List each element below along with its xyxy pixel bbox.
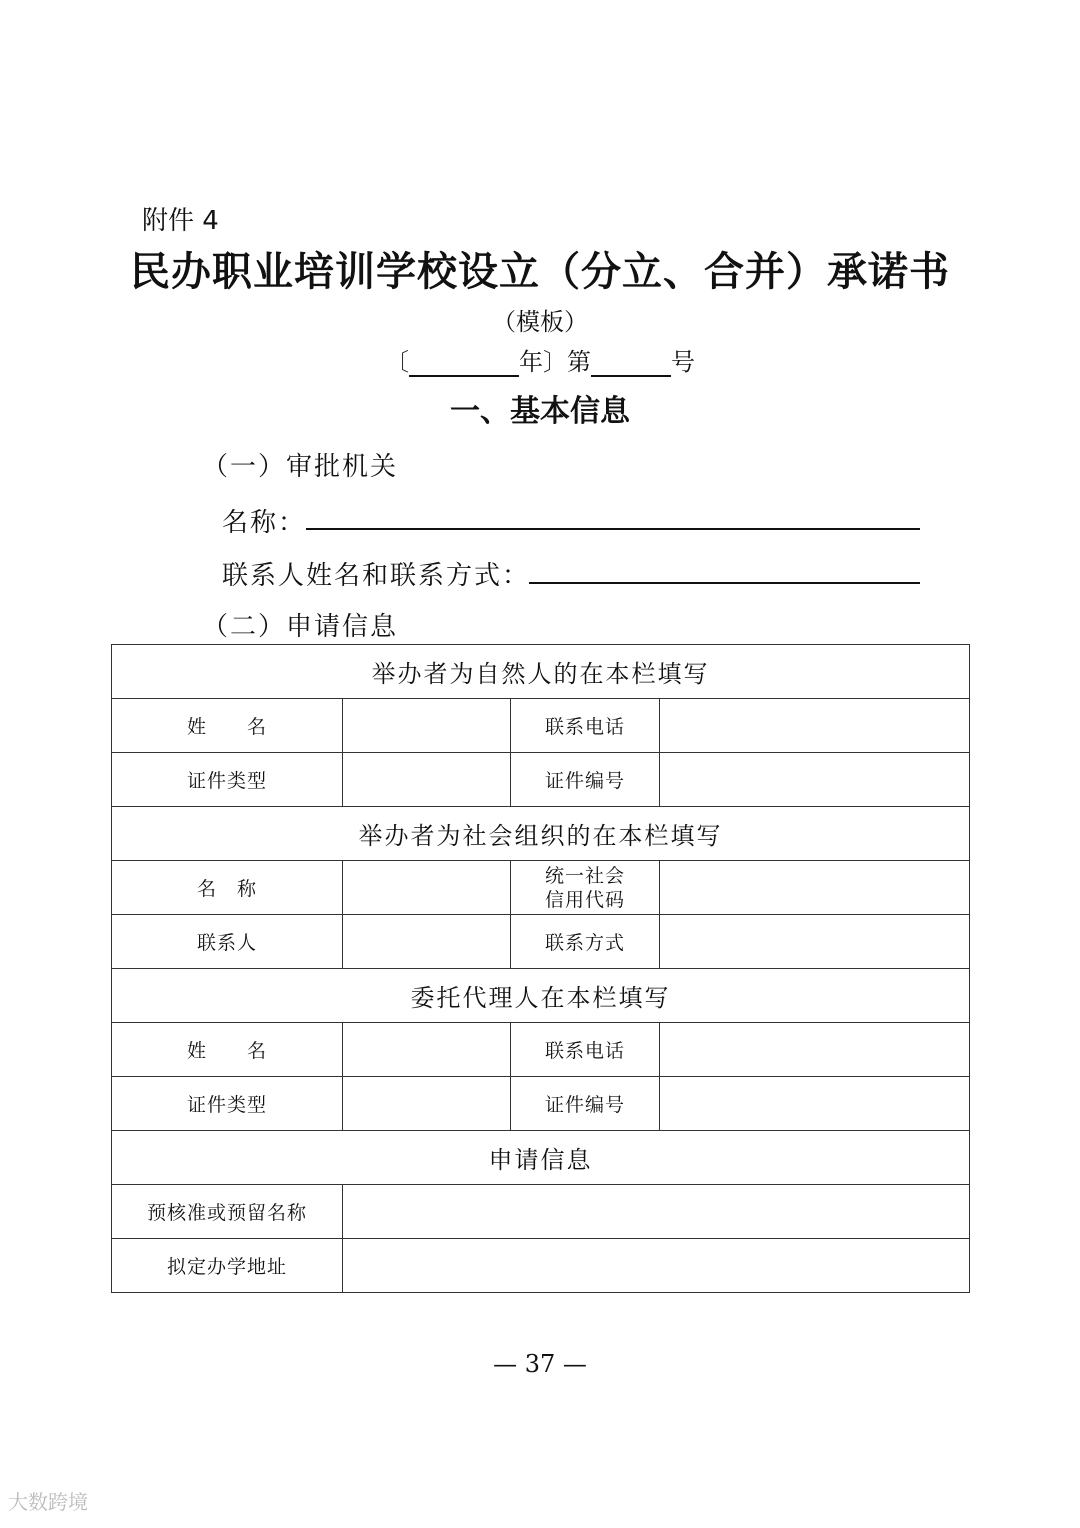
reserved-name-cell[interactable] bbox=[343, 1185, 970, 1239]
approval-contact-label: 联系人姓名和联系方式： bbox=[222, 561, 531, 591]
org-name-label: 名 称 bbox=[112, 861, 343, 915]
org-contact-person-cell[interactable] bbox=[343, 915, 511, 969]
agent-name-cell[interactable] bbox=[343, 1023, 511, 1077]
reserved-name-label: 预核准或预留名称 bbox=[112, 1185, 343, 1239]
np-id-number-label: 证件编号 bbox=[511, 753, 660, 807]
np-id-type-label: 证件类型 bbox=[112, 753, 343, 807]
agent-phone-cell[interactable] bbox=[660, 1023, 970, 1077]
watermark-logo: 大数跨境 bbox=[8, 1490, 88, 1514]
doc-number-year-suffix: 年〕第 bbox=[519, 348, 591, 376]
organization-header: 举办者为社会组织的在本栏填写 bbox=[112, 807, 970, 861]
org-credit-code-label bbox=[511, 861, 660, 915]
org-contact-person-label: 联系人 bbox=[112, 915, 343, 969]
np-phone-label: 联系电话 bbox=[511, 699, 660, 753]
agent-phone-label: 联系电话 bbox=[511, 1023, 660, 1077]
natural-person-header: 举办者为自然人的在本栏填写 bbox=[112, 645, 970, 699]
org-credit-code-cell[interactable] bbox=[660, 861, 970, 915]
school-address-cell[interactable] bbox=[343, 1239, 970, 1293]
document-title: 民办职业培训学校设立（分立、合并）承诺书 bbox=[130, 248, 950, 295]
agent-name-label: 姓 名 bbox=[112, 1023, 343, 1077]
np-id-number-cell[interactable] bbox=[660, 753, 970, 807]
attachment-label: 附件 4 bbox=[142, 206, 219, 236]
approval-name-field[interactable] bbox=[306, 528, 920, 530]
np-name-cell[interactable] bbox=[343, 699, 511, 753]
document-number bbox=[0, 342, 1080, 377]
np-name-label: 姓 名 bbox=[112, 699, 343, 753]
org-credit-code-line2: 信用代码 bbox=[544, 888, 625, 911]
agent-id-number-cell[interactable] bbox=[660, 1077, 970, 1131]
agent-id-number-label: 证件编号 bbox=[511, 1077, 660, 1131]
agent-header: 委托代理人在本栏填写 bbox=[112, 969, 970, 1023]
org-name-cell[interactable] bbox=[343, 861, 511, 915]
agent-id-type-label: 证件类型 bbox=[112, 1077, 343, 1131]
doc-number-suffix: 号 bbox=[671, 348, 695, 376]
doc-number-open: 〔 bbox=[385, 348, 409, 376]
approval-heading: （一）审批机关 bbox=[202, 452, 399, 482]
page-number: — 37 — bbox=[493, 1350, 587, 1378]
agent-id-type-cell[interactable] bbox=[343, 1077, 511, 1131]
template-subtitle: （模板） bbox=[492, 308, 588, 336]
school-address-label: 拟定办学地址 bbox=[112, 1239, 343, 1293]
section-basic-info: 一、基本信息 bbox=[450, 394, 630, 429]
application-form-table bbox=[111, 644, 970, 1293]
np-phone-cell[interactable] bbox=[660, 699, 970, 753]
org-contact-method-cell[interactable] bbox=[660, 915, 970, 969]
np-id-type-cell[interactable] bbox=[343, 753, 511, 807]
number-blank[interactable] bbox=[591, 349, 671, 377]
application-heading: （二）申请信息 bbox=[202, 612, 399, 642]
org-credit-code-line1: 统一社会 bbox=[544, 864, 625, 887]
org-contact-method-label: 联系方式 bbox=[511, 915, 660, 969]
approval-name-label: 名称： bbox=[222, 508, 307, 538]
apply-info-header: 申请信息 bbox=[112, 1131, 970, 1185]
year-blank[interactable] bbox=[409, 349, 519, 377]
approval-contact-field[interactable] bbox=[529, 582, 920, 584]
